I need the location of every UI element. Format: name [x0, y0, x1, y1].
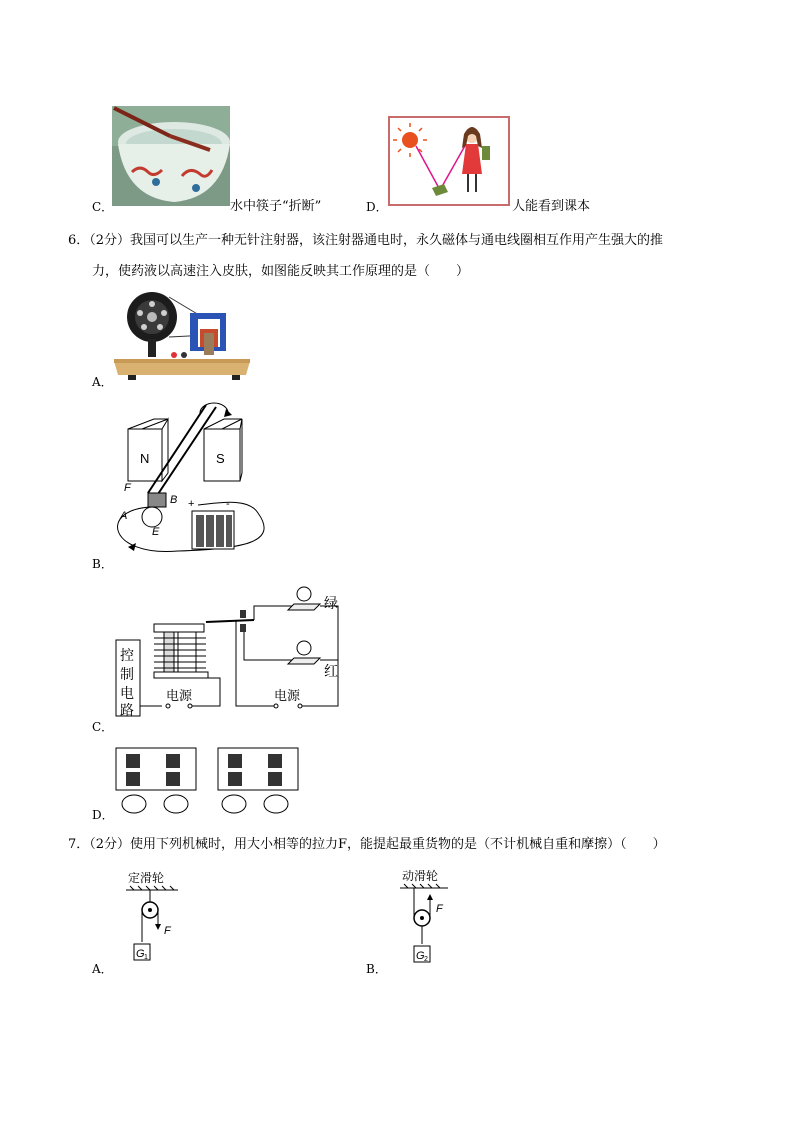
q6-option-b-label: B．: [92, 557, 113, 571]
q6-option-b-image: [108, 393, 268, 557]
q6-option-d-image: [114, 746, 304, 816]
q5-option-c-image: [112, 106, 230, 206]
q7-option-a-image: [122, 868, 192, 964]
sun-girl-reflection-figure: [390, 118, 508, 204]
movable-pulley-figure: [396, 866, 466, 966]
label-f: F: [124, 482, 131, 494]
relay-circuit-figure: [114, 584, 346, 720]
battery-cells-figure: [114, 746, 304, 816]
movable-pulley-weight-sub: 2: [424, 956, 428, 963]
fixed-pulley-weight: G: [136, 948, 145, 960]
label-b: B: [170, 494, 178, 506]
lamp-red-label: 红: [324, 663, 338, 679]
label-n: N: [140, 451, 150, 466]
lamp-green-label: 绿: [324, 595, 338, 611]
power-label-2: 电源: [274, 688, 301, 703]
movable-pulley-title: 动滑轮: [402, 869, 439, 883]
q6-stem-line2: 力，使药液以高速注入皮肤，如图能反映其工作原理的是（ ）: [92, 264, 470, 279]
ctrl-char-4: 路: [120, 702, 134, 718]
q6-option-d-label: D．: [92, 808, 114, 822]
ctrl-char-2: 制: [120, 666, 134, 682]
label-plus: +: [188, 498, 195, 510]
q7-option-a-label: A．: [92, 962, 113, 976]
q7-stem: 7．（2分）使用下列机械时，用大小相等的拉力F，能提起最重货物的是（不计机械自重和摩擦）（ ）: [68, 837, 666, 852]
fixed-pulley-force: F: [164, 925, 171, 937]
movable-pulley-force: F: [436, 903, 443, 915]
fixed-pulley-figure: [122, 868, 192, 964]
q5-option-d-caption: 人能看到课本: [512, 199, 591, 214]
power-label-1: 电源: [166, 688, 193, 703]
q5-option-d-image: [388, 116, 510, 206]
fixed-pulley-weight-sub: 1: [144, 954, 148, 961]
ctrl-char-1: 控: [120, 647, 134, 663]
q6-option-c-image: [114, 584, 346, 720]
coil-in-magnetic-field-figure: [108, 393, 268, 557]
q7-option-b-image: [396, 866, 466, 966]
q6-stem-line1: 6．（2分）我国可以生产一种无针注射器，该注射器通电时，永久磁体与通电线圈相互作用产生强大的推: [68, 233, 664, 248]
wheel-magnet-apparatus: [114, 289, 250, 381]
movable-pulley-weight: G: [416, 950, 425, 962]
label-s: S: [216, 451, 225, 466]
q6-option-c-label: C．: [92, 720, 114, 734]
q5-option-c-label: C．: [92, 200, 114, 214]
q6-option-a-image: [114, 289, 250, 381]
q5-option-c-caption: 水中筷子“折断”: [230, 199, 322, 214]
q5-option-d-label: D．: [366, 200, 388, 214]
q7-option-b-label: B．: [366, 962, 387, 976]
label-minus: -: [226, 498, 230, 510]
bowl-chopstick-photo: [112, 106, 230, 206]
ctrl-char-3: 电: [120, 685, 134, 701]
q6-option-a-label: A．: [92, 375, 113, 389]
fixed-pulley-title: 定滑轮: [128, 871, 165, 885]
label-e: E: [152, 526, 160, 538]
label-a: A: [120, 510, 128, 522]
